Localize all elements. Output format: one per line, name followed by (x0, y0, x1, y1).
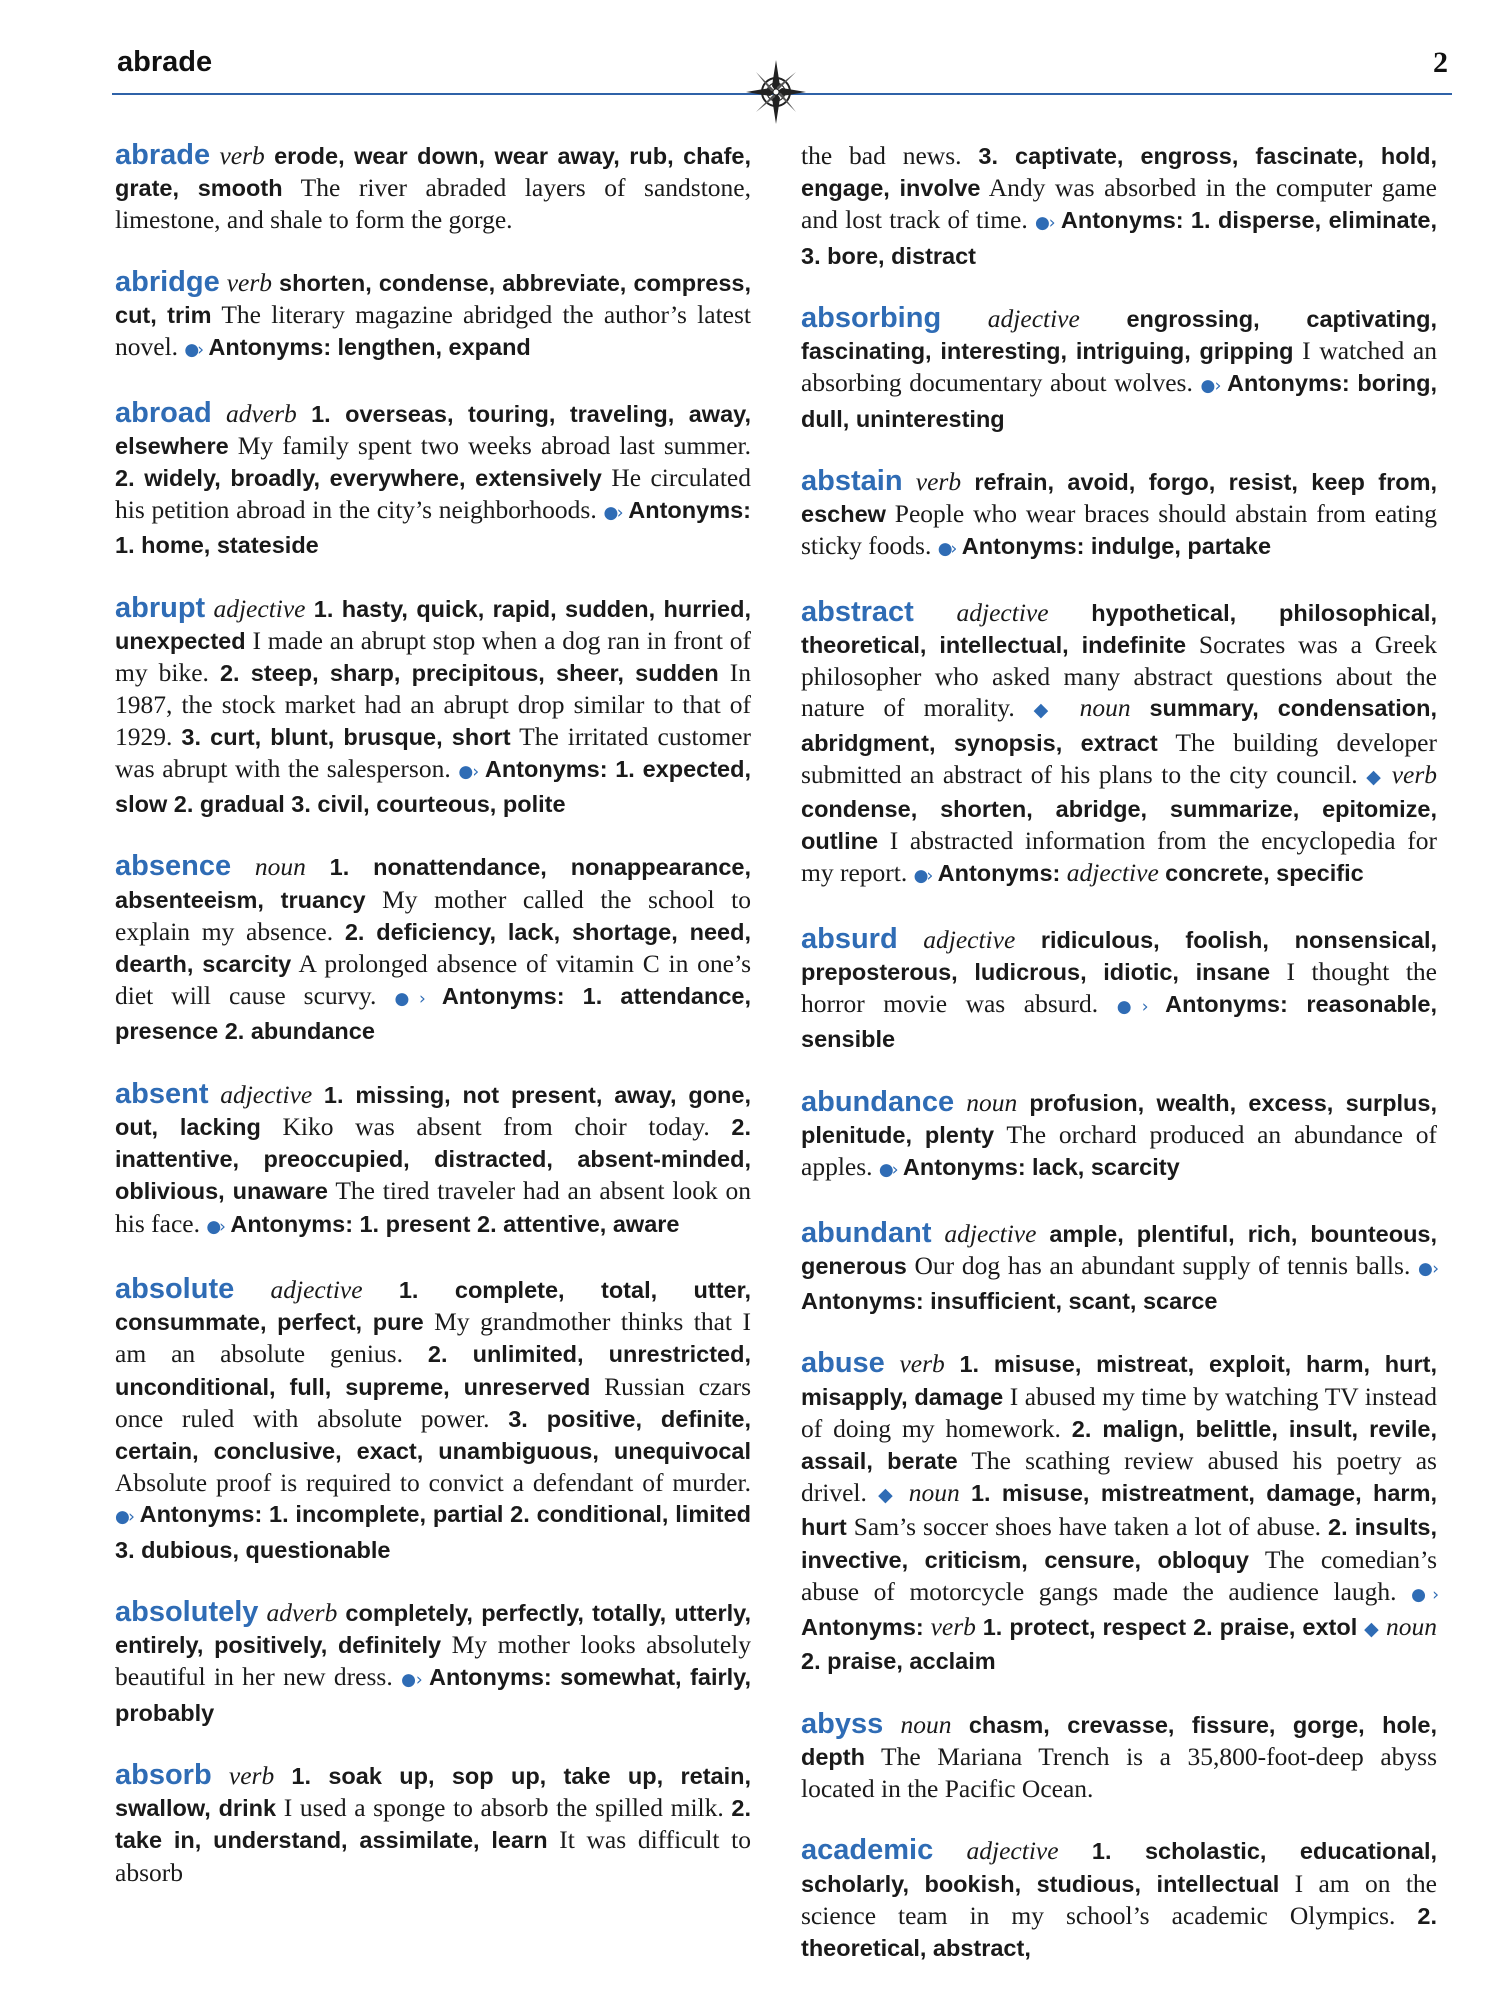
synonyms: condense, shorten, abridge, summarize, epitomize, outline (801, 796, 1437, 855)
part-of-speech: adjective (220, 1079, 313, 1109)
part-of-speech: adverb (225, 398, 297, 428)
part-of-speech: noun (1386, 1612, 1438, 1642)
entry-absorb-continued (801, 140, 1437, 272)
headword: abundant (801, 1216, 932, 1249)
antonyms: 1. protect, respect 2. praise, extol (982, 1614, 1358, 1641)
antonym-arrow-icon: ●› (458, 761, 478, 782)
example: the bad news. (801, 141, 962, 170)
entry-absolute (115, 1274, 751, 1566)
antonyms: boring, dull, uninteresting (801, 370, 1438, 432)
guide-word: abrade (117, 46, 213, 78)
synonyms: 3. captivate, engross, fascinate, hold, engage, involve (801, 143, 1437, 202)
synonyms: 1. scholastic, educational, scholarly, bookish, studious, intellectual (801, 1838, 1438, 1897)
entry-abrupt (115, 593, 751, 820)
synonyms: 3. positive, definite, certain, conclusive, exact, unambiguous, unequivocal (115, 1405, 751, 1465)
example: The tired traveler had an absent look on his face. (115, 1176, 751, 1238)
entry-abroad (115, 398, 751, 562)
headword: abroad (115, 396, 212, 429)
headword: academic (801, 1834, 934, 1867)
example: My grandmother thinks that I am an absolute genius. (115, 1307, 751, 1369)
antonyms-label: Antonyms: (801, 1288, 924, 1315)
example: My mother looks absolutely beautiful in her new dress. (115, 1630, 751, 1692)
antonyms-label: Antonyms: (441, 983, 565, 1010)
example: The orchard produced an abundance of apples. (801, 1120, 1437, 1182)
part-of-speech: adjective (270, 1275, 363, 1305)
headword: abridge (115, 265, 220, 298)
headword: absolutely (115, 1596, 259, 1629)
entry-absorb (115, 1760, 751, 1888)
entry-abuse (801, 1348, 1437, 1677)
part-of-speech: adverb (266, 1598, 338, 1628)
left-column (115, 140, 751, 1919)
headword: absence (115, 850, 232, 883)
headword: abstract (801, 595, 914, 628)
synonyms: ridiculous, foolish, nonsensical, preposterous, ludicrous, idiotic, insane (801, 926, 1437, 986)
antonym-arrow-icon: ●› (394, 989, 424, 1010)
antonyms: insufficient, scant, scarce (930, 1288, 1218, 1315)
example: Our dog has an abundant supply of tennis balls. (914, 1250, 1411, 1280)
example: People who wear braces should abstain from eating sticky foods. (801, 499, 1438, 561)
example: I used a sponge to absorb the spilled milk. (283, 1793, 724, 1823)
headword: absorbing (801, 302, 942, 334)
antonyms: somewhat, fairly, probably (115, 1664, 752, 1726)
antonym-arrow-icon: ●› (206, 1216, 224, 1237)
entry-abridge (115, 267, 751, 367)
page-number: 2 (1433, 46, 1448, 79)
entry-absent (115, 1079, 751, 1243)
example: Socrates was a Greek philosopher who asked many abstract questions about the nature of morality. (801, 630, 1438, 723)
antonym-arrow-icon: ●› (1418, 1258, 1438, 1279)
antonym-arrow-icon: ●› (878, 1160, 897, 1181)
diamond-icon: ◆ (1366, 765, 1384, 788)
part-of-speech: verb (1391, 759, 1438, 789)
synonyms: 2. insults, invective, criticism, censure, obloquy (801, 1514, 1438, 1573)
antonyms-label: Antonyms: (961, 533, 1085, 560)
antonyms: 1. present 2. attentive, aware (359, 1210, 680, 1237)
example: The scathing review abused his poetry as drivel. (801, 1446, 1437, 1508)
antonyms: 1. incomplete, partial 2. conditional, limited 3. dubious, questionable (115, 1501, 752, 1563)
antonyms: lack, scarcity (1032, 1154, 1180, 1181)
antonym-arrow-icon: ●› (937, 539, 956, 560)
example: The literary magazine abridged the author’s latest novel. (115, 300, 751, 362)
part-of-speech: verb (899, 1349, 945, 1379)
synonyms: summary, condensation, abridgment, synopsis, extract (801, 695, 1438, 756)
example: The Mariana Trench is a 35,800-foot-deep abyss located in the Pacific Ocean. (801, 1741, 1437, 1804)
synonyms: 1. misuse, mistreat, exploit, harm, hurt, misapply, damage (801, 1351, 1438, 1410)
synonyms: 1. soak up, sop up, take up, retain, swallow, drink (115, 1763, 752, 1822)
entry-abstain (801, 466, 1437, 566)
example: Russian czars once ruled with absolute power. (115, 1371, 751, 1433)
synonyms: 1. missing, not present, away, gone, out, lacking (115, 1081, 752, 1141)
synonyms: refrain, avoid, forgo, resist, keep from, eschew (801, 469, 1438, 528)
antonym-arrow-icon: ●› (1116, 997, 1147, 1018)
antonyms-label: Antonyms: (902, 1154, 1026, 1181)
antonyms: concrete, specific (1165, 860, 1364, 887)
antonym-arrow-icon: ●› (1411, 1584, 1437, 1605)
antonyms-label: Antonyms: (801, 1614, 924, 1641)
part-of-speech: verb (930, 1612, 976, 1642)
example: I thought the horror movie was absurd. (801, 957, 1437, 1019)
antonyms: 1. disperse, eliminate, 3. bore, distract (801, 207, 1438, 269)
example: I watched an absorbing documentary about wolves. (801, 336, 1437, 398)
diamond-icon: ◆ (878, 1484, 898, 1507)
antonyms: indulge, partake (1090, 533, 1272, 560)
antonyms-label: Antonyms: (139, 1501, 263, 1528)
example: The irritated customer was abrupt with the salesperson. (115, 721, 751, 783)
antonyms: 1. expected, slow 2. gradual 3. civil, courteous, polite (115, 755, 752, 818)
entry-abundant (801, 1218, 1437, 1318)
part-of-speech: adjective (213, 593, 306, 623)
antonym-arrow-icon: ●› (115, 1507, 133, 1528)
example: Kiko was absent from choir today. (282, 1112, 710, 1142)
synonyms: engrossing, captivating, fascinating, interesting, intriguing, gripping (801, 306, 1437, 365)
part-of-speech: noun (966, 1087, 1018, 1117)
headword: absurd (801, 922, 898, 955)
example: In 1987, the stock market had an abrupt drop similar to that of 1929. (115, 658, 751, 751)
synonyms: 2. inattentive, preoccupied, distracted, absent-minded, oblivious, unaware (115, 1114, 752, 1205)
part-of-speech: verb (219, 141, 265, 170)
synonyms: 1. hasty, quick, rapid, sudden, hurried, unexpected (115, 595, 751, 654)
part-of-speech: noun (254, 852, 306, 882)
example: I abstracted information from the encyclopedia for my report. (801, 826, 1437, 888)
part-of-speech: noun (908, 1478, 960, 1508)
part-of-speech: adjective (923, 924, 1016, 954)
synonyms: chasm, crevasse, fissure, gorge, hole, depth (801, 1711, 1437, 1770)
synonyms: shorten, condense, abbreviate, compress, cut, trim (115, 269, 752, 328)
part-of-speech: verb (226, 267, 273, 297)
antonyms-label: Antonyms: (230, 1210, 354, 1237)
part-of-speech: adjective (987, 304, 1080, 333)
entry-abrade (115, 140, 751, 236)
headword: abrade (115, 139, 211, 171)
diamond-icon: ◆ (1033, 699, 1061, 722)
antonyms-label: Antonyms: (628, 497, 752, 524)
antonyms: 1. attendance, presence 2. abundance (115, 983, 752, 1045)
example: Absolute proof is required to convict a defendant of murder. (115, 1468, 751, 1498)
example: It was difficult to absorb (115, 1825, 752, 1887)
antonyms-label: Antonyms: (429, 1664, 552, 1691)
antonym-arrow-icon: ●› (184, 340, 203, 361)
antonyms-label: Antonyms: (937, 860, 1061, 887)
synonyms: erode, wear down, wear away, rub, chafe, grate, smooth (115, 143, 752, 202)
headword: abyss (801, 1707, 884, 1740)
example: My family spent two weeks abroad last summer. (237, 430, 752, 460)
part-of-speech: verb (915, 467, 962, 496)
entry-absolutely (115, 1597, 751, 1729)
synonyms: 1. complete, total, utter, consummate, perfect, pure (115, 1277, 752, 1336)
example: The river abraded layers of sandstone, limestone, and shale to form the gorge. (115, 173, 751, 235)
synonyms: 2. take in, understand, assimilate, learn (115, 1795, 752, 1854)
example: A prolonged absence of vitamin C in one’s diet will cause scurvy. (115, 949, 752, 1011)
entry-abstract (801, 597, 1437, 893)
example: The comedian’s abuse of motorcycle gangs made the audience laugh. (801, 1544, 1437, 1606)
synonyms: 2. unlimited, unrestricted, unconditional, full, supreme, unreserved (115, 1341, 751, 1400)
synonyms: 2. steep, sharp, precipitous, sheer, sudden (219, 660, 719, 687)
example: I abused my time by watching TV instead of doing my homework. (801, 1381, 1438, 1443)
entry-absence (115, 851, 751, 1047)
headword: absorb (115, 1759, 212, 1792)
synonyms: 1. overseas, touring, traveling, away, elsewhere (115, 400, 752, 459)
part-of-speech: adjective (966, 1836, 1059, 1866)
synonyms: profusion, wealth, excess, surplus, plenitude, plenty (801, 1089, 1437, 1149)
synonyms: 2. malign, belittle, insult, revile, assail, berate (801, 1415, 1438, 1475)
right-column (801, 140, 1437, 1995)
entry-academic (801, 1835, 1437, 1964)
example: My mother called the school to explain my absence. (115, 884, 752, 946)
antonym-arrow-icon: ●› (913, 866, 932, 887)
entry-abundance (801, 1087, 1437, 1187)
headword: abrupt (115, 591, 206, 624)
entry-abyss (801, 1709, 1437, 1805)
part-of-speech: adjective (956, 597, 1049, 627)
antonyms-label: Antonyms: (208, 334, 332, 361)
synonyms: completely, perfectly, totally, utterly, entirely, positively, definitely (115, 1600, 751, 1659)
antonyms-label: Antonyms: (1227, 370, 1350, 397)
entry-absorbing (801, 303, 1437, 435)
part-of-speech: verb (228, 1761, 275, 1791)
part-of-speech: adjective (1066, 858, 1159, 888)
synonyms: 1. nonattendance, nonappearance, absenteeism, truancy (115, 854, 751, 913)
antonyms: reasonable, sensible (801, 991, 1438, 1053)
synonyms: 3. curt, blunt, brusque, short (181, 723, 511, 750)
part-of-speech: noun (900, 1709, 952, 1739)
diamond-icon: ◆ (1364, 1618, 1380, 1641)
headword: abuse (801, 1347, 885, 1380)
headword: absent (115, 1077, 209, 1110)
compass-rose-icon (744, 58, 808, 126)
entry-absurd (801, 924, 1437, 1056)
example: The building developer submitted an abstract of his plans to the city council. (801, 727, 1437, 789)
headword: abstain (801, 465, 903, 497)
headword: absolute (115, 1273, 235, 1306)
antonyms: lengthen, expand (337, 334, 531, 361)
antonym-arrow-icon: ●› (1035, 213, 1054, 234)
synonyms: 2. theoretical, abstract, (801, 1902, 1437, 1962)
antonym-arrow-icon: ●› (1200, 376, 1220, 397)
headword: abundance (801, 1085, 955, 1118)
antonym-arrow-icon: ●› (603, 503, 622, 524)
antonyms: 1. home, stateside (115, 532, 319, 559)
example: Sam’s soccer shoes have taken a lot of abuse. (853, 1512, 1322, 1542)
part-of-speech: adjective (944, 1218, 1037, 1248)
synonyms: 2. deficiency, lack, shortage, need, dearth, scarcity (115, 918, 751, 978)
synonyms: hypothetical, philosophical, theoretical, intellectual, indefinite (801, 599, 1437, 658)
example: I am on the science team in my school’s academic Olympics. (801, 1868, 1437, 1930)
synonyms: 1. misuse, mistreatment, damage, harm, hurt (801, 1480, 1437, 1541)
synonyms: ample, plentiful, rich, bounteous, generous (801, 1220, 1438, 1279)
example: I made an abrupt stop when a dog ran in front of my bike. (115, 626, 752, 688)
part-of-speech: noun (1079, 693, 1131, 723)
antonym-arrow-icon: ●› (401, 1670, 421, 1691)
antonyms-label: Antonyms: (1060, 207, 1184, 234)
synonyms: 2. widely, broadly, everywhere, extensively (115, 465, 602, 491)
example: Andy was absorbed in the computer game and lost track of time. (801, 173, 1438, 235)
antonyms-label: Antonyms: (1165, 991, 1288, 1018)
example: He circulated his petition abroad in the city’s neighborhoods. (115, 463, 752, 525)
antonyms: 2. praise, acclaim (801, 1648, 996, 1675)
antonyms-label: Antonyms: (484, 755, 608, 782)
